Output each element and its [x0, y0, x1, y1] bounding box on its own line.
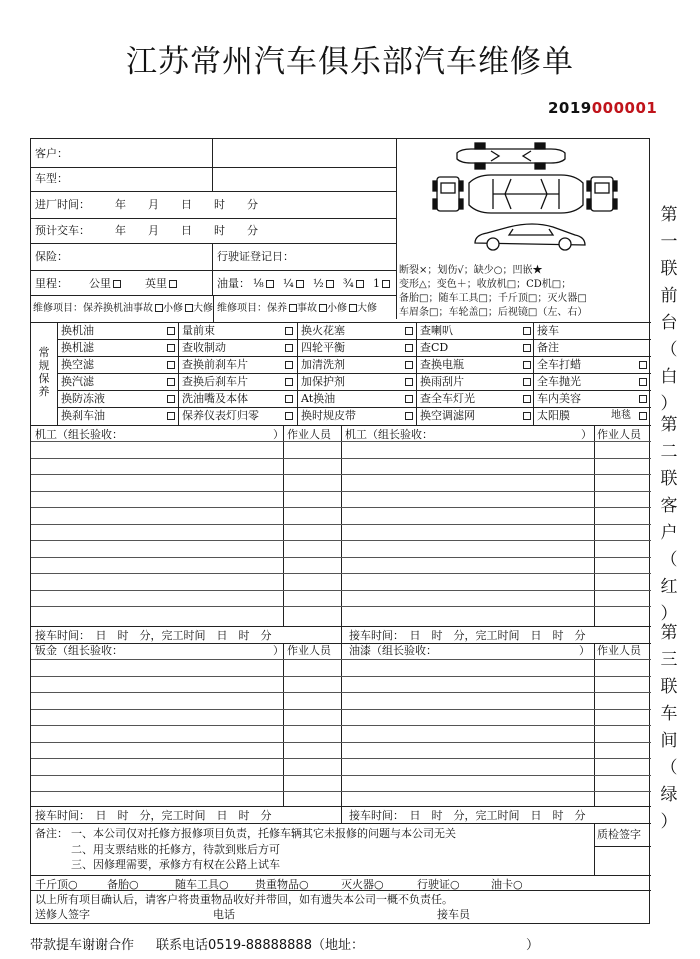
service-checkbox[interactable]: [639, 395, 647, 403]
side-char: ）: [660, 394, 678, 414]
accident-checkbox[interactable]: [319, 304, 327, 312]
side-char: 联: [660, 259, 678, 279]
service-item: 加清洗剂: [301, 358, 345, 371]
serial-digits: 000001: [591, 99, 658, 117]
side-char: 联: [660, 677, 678, 697]
side-char: 前: [660, 286, 678, 306]
mechanic-worker: 作业人员: [287, 428, 331, 441]
bodywork-receive-time: 接车时间： 日 时 分，完工时间 日 时 分: [35, 809, 272, 822]
mechanic-worker-right: 作业人员: [597, 428, 641, 441]
car-diagram-icon: [431, 139, 621, 253]
checklist-item: 贵重物品○: [255, 878, 309, 891]
serial-prefix: 2019: [548, 99, 592, 117]
mechanic-receive-time: 接车时间： 日 时 分，完工时间 日 时 分: [35, 629, 272, 642]
extra-item-carpet: 地毯: [611, 410, 631, 421]
service-checkbox[interactable]: [285, 344, 293, 352]
ruled-line: [31, 709, 651, 710]
checklist-item: 千斤顶○: [35, 878, 78, 891]
fuel-label: 油量：: [217, 277, 250, 290]
side-char: （: [660, 340, 678, 360]
side-char: 白: [660, 367, 678, 387]
ruled-line: [31, 540, 651, 541]
car-model-label: 车型：: [35, 172, 68, 185]
entry-time-units: 年 月 日 时 分: [115, 198, 258, 211]
ruled-line: [31, 659, 651, 660]
service-item: 换机滤: [61, 341, 94, 354]
ruled-line: [31, 676, 651, 677]
fuel-quarter: ¼: [283, 278, 304, 289]
service-checkbox[interactable]: [405, 361, 413, 369]
side-char: 客: [660, 496, 678, 516]
service-checkbox[interactable]: [523, 361, 531, 369]
confirm-text: 以上所有项目确认后，请客户将贵重物品收好并带回，如有遗失本公司一概不负责任。: [35, 893, 453, 906]
mileage-km: 公里: [89, 278, 121, 289]
mechanic-label: 机工（组长验收： ）: [35, 428, 284, 441]
side-char: 户: [660, 523, 678, 543]
service-checkbox[interactable]: [405, 344, 413, 352]
phone-label: 电话: [213, 908, 235, 921]
checklist-circle[interactable]: ○: [374, 878, 384, 891]
service-item: 换机油: [61, 324, 94, 337]
ruled-line: [31, 692, 651, 693]
insurance-label: 保险：: [35, 250, 68, 263]
side-char: （: [660, 550, 678, 570]
side-char: 车: [660, 704, 678, 724]
mileage-mile: 英里: [145, 278, 177, 289]
side-char: ）: [660, 812, 678, 832]
footer: [30, 934, 540, 953]
ruled-line: [31, 606, 651, 607]
footer-slogan: 带款提车谢谢合作: [30, 938, 135, 953]
ruled-line: [31, 491, 651, 492]
remarks-label: 备注：: [35, 827, 68, 840]
service-checkbox[interactable]: [167, 344, 175, 352]
minor-checkbox[interactable]: [185, 304, 193, 312]
delivery-time-units: 年 月 日 时 分: [115, 224, 258, 237]
service-checkbox[interactable]: [167, 412, 175, 420]
service-checkbox[interactable]: [523, 344, 531, 352]
fuel-checkbox[interactable]: [326, 280, 334, 288]
checklist-circle[interactable]: ○: [219, 878, 229, 891]
accident-checkbox[interactable]: [155, 304, 163, 312]
damage-legend-4: 车眉条□；车轮盖□；后视镜□（左、右）: [399, 307, 588, 318]
side-char: 第: [660, 415, 678, 435]
service-checkbox[interactable]: [285, 361, 293, 369]
service-item: 全车打蜡: [537, 358, 581, 371]
fuel-full: 1: [373, 278, 390, 289]
side-char: 台: [660, 313, 678, 333]
service-checkbox[interactable]: [285, 395, 293, 403]
side-char: 二: [660, 442, 678, 462]
license-date-label: 行驶证登记日：: [217, 250, 294, 263]
mechanic-receive-time-right: 接车时间： 日 时 分，完工时间 日 时 分: [349, 629, 586, 642]
fuel-checkbox[interactable]: [382, 280, 390, 288]
damage-legend-1: 断裂×；划伤√；缺少○；凹嵌★: [399, 265, 543, 276]
service-item: 量前束: [182, 324, 215, 337]
service-checkbox[interactable]: [523, 378, 531, 386]
service-item: 换火花塞: [301, 324, 345, 337]
side-char: 一: [660, 232, 678, 252]
copy-label-workshop: [657, 620, 681, 836]
ruled-line: [31, 590, 651, 591]
ruled-line: [31, 507, 651, 508]
bodywork-worker: 作业人员: [287, 644, 331, 657]
service-checkbox[interactable]: [405, 327, 413, 335]
service-checkbox[interactable]: [523, 412, 531, 420]
checklist-item: 备胎○: [107, 878, 139, 891]
ruled-line: [31, 573, 651, 574]
damage-legend-2: 变形△；变色＋；收放机□；CD机□；: [399, 279, 572, 290]
service-item: 查换电瓶: [420, 358, 464, 371]
checklist-circle[interactable]: ○: [513, 878, 523, 891]
checklist-item: 灭火器○: [341, 878, 384, 891]
repair-items-left: 维修项目：保养换机油事故 小修 大修: [33, 303, 213, 314]
painting-worker: 作业人员: [597, 644, 641, 657]
side-char: 三: [660, 650, 678, 670]
ruled-line: [31, 758, 651, 759]
service-item: 查换后刹车片: [182, 375, 248, 388]
mile-checkbox[interactable]: [169, 280, 177, 288]
repair-form: [30, 138, 650, 924]
service-checkbox[interactable]: [405, 412, 413, 420]
side-char: 第: [660, 205, 678, 225]
service-item: 换空调滤网: [420, 409, 475, 422]
fuel-checkbox[interactable]: [266, 280, 274, 288]
service-item: 四轮平衡: [301, 341, 345, 354]
fuel-eighth: ⅛: [253, 278, 274, 289]
side-char: ）: [660, 604, 678, 624]
service-item: 查喇叭: [420, 324, 453, 337]
service-checkbox[interactable]: [167, 361, 175, 369]
remark-line-3: 三、因修理需要，承修方有权在公路上试车: [71, 858, 280, 871]
qc-sign-label: 质检签字: [597, 828, 641, 841]
service-checkbox[interactable]: [639, 361, 647, 369]
checklist-circle[interactable]: ○: [68, 878, 78, 891]
service-checkbox[interactable]: [167, 395, 175, 403]
service-checkbox[interactable]: [289, 304, 297, 312]
ruled-line: [31, 441, 651, 442]
fuel-three-quarter: ¾: [343, 278, 364, 289]
ruled-line: [31, 742, 651, 743]
service-checkbox[interactable]: [167, 378, 175, 386]
service-item: 车内美容: [537, 392, 581, 405]
checklist-circle[interactable]: ○: [129, 878, 139, 891]
service-checkbox[interactable]: [285, 378, 293, 386]
side-char: 红: [660, 577, 678, 597]
service-checkbox[interactable]: [285, 412, 293, 420]
ruled-line: [31, 775, 651, 776]
service-item: 查CD: [420, 341, 449, 354]
service-item: 换雨刮片: [420, 375, 464, 388]
service-item: 换防冻液: [61, 392, 105, 405]
remark-line-2: 二、用支票结账的托修方，待款到账后方可: [71, 843, 280, 856]
service-checkbox[interactable]: [405, 378, 413, 386]
ruled-line: [31, 725, 651, 726]
mechanic-label-right: 机工（组长验收： ）: [345, 428, 592, 441]
mileage-label: 里程：: [35, 277, 68, 290]
customer-label: 客户：: [35, 147, 68, 160]
service-item: 全车抛光: [537, 375, 581, 388]
footer-close: ）: [526, 938, 540, 953]
side-char: 第: [660, 623, 678, 643]
serial-number: [548, 99, 657, 117]
form-title: 江苏常州汽车俱乐部汽车维修单: [126, 44, 574, 80]
copy-label-front-desk: [657, 202, 681, 418]
checklist-circle[interactable]: ○: [450, 878, 460, 891]
fuel-half: ½: [313, 278, 334, 289]
service-checkbox[interactable]: [639, 412, 647, 420]
painting-receive-time: 接车时间： 日 时 分，完工时间 日 时 分: [349, 809, 586, 822]
service-item: At换油: [301, 392, 336, 405]
repair-items-right: 维修项目：保养 事故 小修 大修: [217, 303, 377, 314]
ruled-line: [31, 474, 651, 475]
copy-label-customer: [657, 412, 681, 628]
service-item: 查收制动: [182, 341, 226, 354]
ruled-line: [31, 557, 651, 558]
side-char: 间: [660, 731, 678, 751]
sender-sign-label: 送修人签字: [35, 908, 90, 921]
fuel-checkbox[interactable]: [356, 280, 364, 288]
fuel-checkbox[interactable]: [296, 280, 304, 288]
bodywork-label: 钣金（组长验收： ）: [35, 644, 284, 657]
service-item: 加保护剂: [301, 375, 345, 388]
footer-contact: 联系电话0519-88888888（地址：: [156, 938, 364, 953]
service-item: 太阳膜: [537, 409, 570, 422]
ruled-line: [31, 791, 651, 792]
delivery-time-label: 预计交车：: [35, 224, 90, 237]
service-item: 换汽滤: [61, 375, 94, 388]
remark-line-1: 一、本公司仅对托修方报修项目负责，托修车辆其它未报修的问题与本公司无关: [71, 827, 456, 840]
service-item: 接车: [537, 324, 559, 337]
service-item: 查全车灯光: [420, 392, 475, 405]
entry-time-label: 进厂时间：: [35, 198, 90, 211]
checklist-item: 行驶证○: [417, 878, 460, 891]
service-item: 备注: [537, 341, 559, 354]
ruled-line: [31, 458, 651, 459]
km-checkbox[interactable]: [113, 280, 121, 288]
checklist-item: 随车工具○: [175, 878, 229, 891]
damage-legend-3: 备胎□；随车工具□；千斤顶□；灭火器□: [399, 293, 587, 304]
routine-label: 常规保养: [38, 346, 50, 398]
service-item: 换时规皮带: [301, 409, 356, 422]
service-item: 保养仪表灯归零: [182, 409, 259, 422]
side-char: （: [660, 758, 678, 778]
side-char: 绿: [660, 785, 678, 805]
service-checkbox[interactable]: [167, 327, 175, 335]
service-checkbox[interactable]: [285, 327, 293, 335]
service-checkbox[interactable]: [639, 378, 647, 386]
ruled-line: [31, 524, 651, 525]
painting-label: 油漆（组长验收： ）: [349, 644, 590, 657]
service-item: 换刹车油: [61, 409, 105, 422]
side-char: 联: [660, 469, 678, 489]
service-checkbox[interactable]: [523, 327, 531, 335]
service-item: 洗油嘴及本体: [182, 392, 248, 405]
service-item: 查换前刹车片: [182, 358, 248, 371]
service-item: 换空滤: [61, 358, 94, 371]
service-checkbox[interactable]: [405, 395, 413, 403]
service-checkbox[interactable]: [523, 395, 531, 403]
checklist-circle[interactable]: ○: [299, 878, 309, 891]
receiver-label: 接车员: [437, 908, 470, 921]
checklist-item: 油卡○: [491, 878, 523, 891]
minor-checkbox[interactable]: [349, 304, 357, 312]
